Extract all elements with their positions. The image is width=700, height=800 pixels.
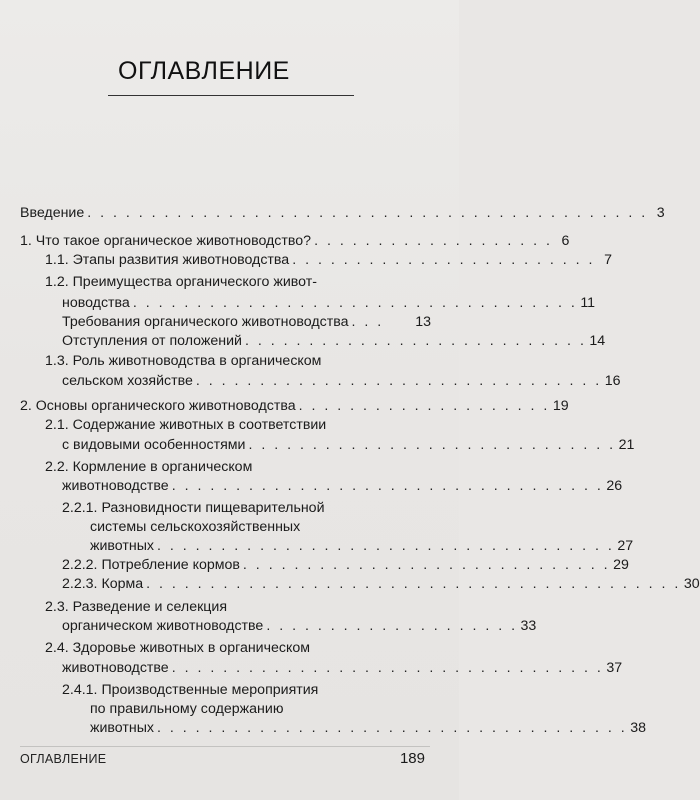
page-title: ОГЛАВЛЕНИЕ [118,57,290,85]
toc-entry-chapter-1[interactable] [20,231,570,251]
toc-leader-dots: . . . . . . . . . . . . . . . . . . . . . . . . . . . . . . . . . . . . [157,538,615,554]
toc-entry-2-2-1-line2: системы сельскохозяйственных [90,519,301,535]
page-number: 189 [399,750,425,767]
toc-page-number: 3 [656,205,665,221]
footer-divider [20,746,430,747]
toc-entry-2-3-line1: 2.3. Разведение и селекция [45,599,228,615]
running-footer-section: ОГЛАВЛЕНИЕ [20,752,107,766]
toc-page-number: 37 [606,660,623,676]
toc-entry-title: 2. Основы органического животноводства [20,398,296,414]
toc-page-number: 26 [606,478,623,494]
toc-entry-1-3[interactable] [62,371,621,391]
toc-leader-dots: . . . . . . . . . . . . . . . . . . . . . . . . . . . . . . . . . . [171,660,604,676]
toc-leader-dots: . . . . . . . . . . . . . . . . . . . . [298,398,550,414]
toc-entry-title: Введение [20,205,85,221]
toc-entry-2-4[interactable] [62,658,623,678]
toc-leader-dots: . . . . . . . . . . . . . . . . . . . . . . . . . . . . . . . . . . . . . . . . . . . . [87,205,648,221]
toc-leader-dots: . . . . . . . . . . . . . . . . . . . . . . . . . . . . . . . . [195,373,602,389]
toc-entry-title: 2.2.3. Корма [62,576,144,592]
toc-page-number: 30 [683,576,700,592]
toc-entry-title: 2.2.2. Потребление кормов [62,557,240,573]
toc-leader-dots: . . . . . . . . . . . . . . . . . . . . . . . . . . . . . [248,437,616,453]
toc-page-number: 38 [630,720,647,736]
toc-entry-2-3[interactable] [62,616,537,636]
toc-entry-2-4-line1: 2.4. Здоровье животных в органическом [45,640,310,656]
toc-entry-title: животных [90,538,154,554]
toc-entry-2-2[interactable] [62,476,623,496]
toc-entry-1-2[interactable] [62,293,596,313]
toc-leader-dots: . . . . . . . . . . . . . . . . . . . . . . . . . . . [244,333,587,349]
toc-page-number: 11 [580,295,596,311]
toc-entry-2-2-2[interactable] [62,555,629,575]
toc-entry-2-2-line1: 2.2. Кормление в органическом [45,459,253,475]
toc-page-number: 29 [613,557,629,573]
toc-leader-dots: . . . . . . . . . . . . . . . . . . . . . . . . [292,252,595,268]
toc-entry-1-3-line1: 1.3. Роль животноводства в органическом [45,353,322,369]
toc-page-number: 27 [617,538,634,554]
toc-entry-title: животных [90,720,154,736]
toc-leader-dots: . . . . . . . . . . . . . . . . . . . . . . . . . . . . . . . . . . . . . . . . . . [146,576,681,592]
toc-leader-dots: . . . . . . . . . . . . . . . . . . . . . . . . . . . . . . . . . . . . . [157,720,628,736]
toc-page-number: 19 [552,398,569,414]
toc-entry-2-1-line1: 2.1. Содержание животных в соответствии [45,417,327,433]
toc-entry-1-2-line1: 1.2. Преимущества органического живот- [45,274,317,290]
toc-entry-title: животноводстве [62,478,169,494]
toc-entry-title: 1.1. Этапы развития животноводства [45,252,290,268]
toc-page-number: 7 [604,252,612,268]
toc-page-number: 33 [520,618,537,634]
toc-entry-1-1[interactable] [45,250,612,270]
toc-leader-dots: . . . . . . . . . . . . . . . . . . . . . . . . . . . . . . . . . . [171,478,604,494]
toc-entry-title: с видовыми особенностями [62,437,246,453]
toc-entry-title: 1. Что такое органическое животноводство? [20,233,312,249]
toc-page-number: 14 [589,333,606,349]
toc-leader-dots: . . . . . . . . . . . . . . . . . . . [314,233,553,249]
toc-entry-title: новодства [62,295,130,311]
toc-entry-intro[interactable] [20,203,665,223]
toc-entry-title: Требования органического животноводства [62,314,349,330]
toc-page-number: 13 [415,314,431,330]
toc-entry-title: Отступления от положений [62,333,242,349]
toc-entry-2-2-1[interactable] [90,536,634,556]
toc-entry-2-2-1-line1: 2.2.1. Разновидности пищеварительной [62,500,325,516]
toc-leader-dots: . . . . . . . . . . . . . . . . . . . . . . . . . . . . . [242,557,611,573]
toc-leader-dots: . . . . . . . . . . . . . . . . . . . . . . . . . . . . . . . . . . . [132,295,578,311]
toc-page-number: 21 [618,437,635,453]
toc-page-number: 16 [604,373,621,389]
toc-entry-title: органическом животноводстве [62,618,264,634]
toc-leader-dots: . . . . . . . . . . . . . . . . . . . . [266,618,518,634]
toc-entry-deviations[interactable] [62,331,606,351]
toc-entry-2-1[interactable] [62,435,635,455]
toc-entry-chapter-2[interactable] [20,396,569,416]
toc-entry-2-4-1-line1: 2.4.1. Производственные мероприятия [62,682,319,698]
toc-entry-2-4-1[interactable] [90,718,647,738]
toc-entry-2-2-3[interactable] [62,574,700,594]
toc-entry-2-4-1-line2: по правильному содержанию [90,701,284,717]
toc-leader-dots: . . . [351,314,384,330]
toc-page-number: 6 [561,233,570,249]
toc-entry-title: животноводстве [62,660,169,676]
toc-entry-requirements[interactable] [62,312,431,332]
toc-entry-title: сельском хозяйстве [62,373,193,389]
